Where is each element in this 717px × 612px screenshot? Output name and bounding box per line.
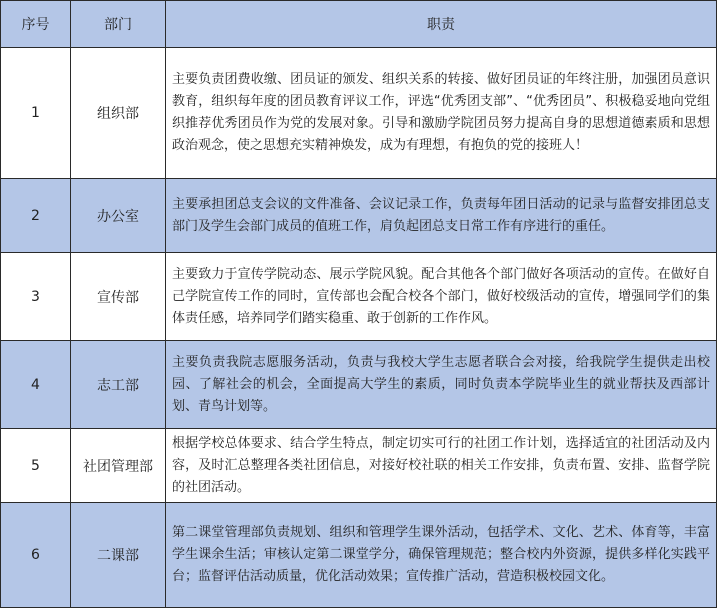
table-header-row: [1, 1, 717, 48]
header-index: 序号: [1, 1, 71, 48]
table-row: [1, 429, 717, 503]
row-index: 3: [1, 253, 71, 341]
table-row: [1, 503, 717, 608]
row-duty: 根据学校总体要求、结合学生特点，制定切实可行的社团工作计划，选择适宜的社团活动及内容，及时汇总整理各类社团信息，对接好校社联的相关工作安排，负责布置、安排、监督学院的社团活动。: [166, 429, 717, 503]
row-dept: 宣传部: [71, 253, 166, 341]
row-index: 5: [1, 429, 71, 503]
row-dept: 办公室: [71, 179, 166, 253]
row-dept: 二课部: [71, 503, 166, 608]
row-duty: 主要负责团费收缴、团员证的颁发、组织关系的转接、做好团员证的年终注册，加强团员意识教育，组织每年度的团员教育评议工作，评选“优秀团支部”、“优秀团员”、积极稳妥地向党组织推荐优秀团员作为党的发展对象。引导和激励学院团员努力提高自身的思想道德素质和思想政治观念，使之思想充实精神焕发，成为有理想，有抱负的党的接班人！: [166, 48, 717, 179]
row-duty: 第二课堂管理部负责规划、组织和管理学生课外活动，包括学术、文化、艺术、体育等，丰富学生课余生活；审核认定第二课堂学分，确保管理规范；整合校内外资源，提供多样化实践平台；监督评估活动质量，优化活动效果；宣传推广活动，营造积极校园文化。: [166, 503, 717, 608]
table-row: [1, 48, 717, 179]
row-index: 2: [1, 179, 71, 253]
row-index: 6: [1, 503, 71, 608]
table-row: [1, 253, 717, 341]
row-index: 4: [1, 341, 71, 429]
row-duty: 主要致力于宣传学院动态、展示学院风貌。配合其他各个部门做好各项活动的宣传。在做好自己学院宣传工作的同时，宣传部也会配合校各个部门，做好校级活动的宣传，增强同学们的集体责任感，培养同学们踏实稳重、敢于创新的工作作风。: [166, 253, 717, 341]
row-dept: 组织部: [71, 48, 166, 179]
row-dept: 志工部: [71, 341, 166, 429]
header-duty: 职责: [166, 1, 717, 48]
row-duty: 主要承担团总支会议的文件准备、会议记录工作，负责每年团日活动的记录与监督安排团总支部门及学生会部门成员的值班工作，肩负起团总支日常工作有序进行的重任。: [166, 179, 717, 253]
row-duty: 主要负责我院志愿服务活动，负责与我校大学生志愿者联合会对接，给我院学生提供走出校园、了解社会的机会，全面提高大学生的素质，同时负责本学院毕业生的就业帮扶及西部计划、青鸟计划等。: [166, 341, 717, 429]
row-index: 1: [1, 48, 71, 179]
table-row: [1, 341, 717, 429]
table-row: [1, 179, 717, 253]
header-dept: 部门: [71, 1, 166, 48]
row-dept: 社团管理部: [71, 429, 166, 503]
